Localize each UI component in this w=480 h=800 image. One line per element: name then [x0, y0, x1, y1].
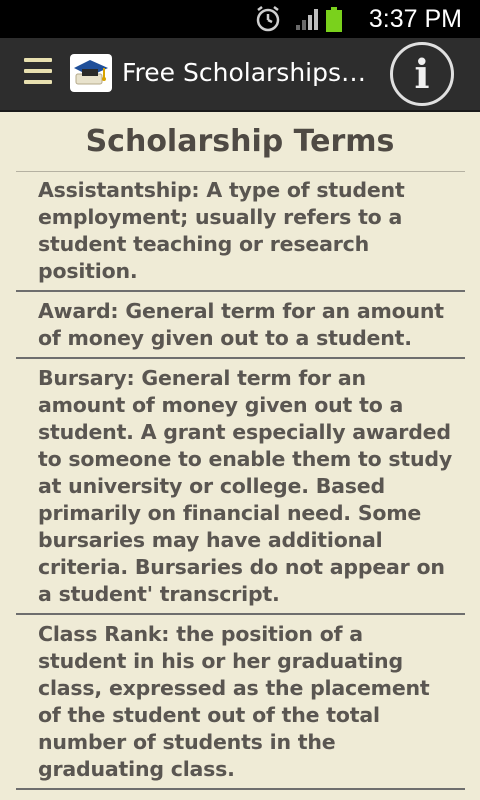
battery-icon: [326, 7, 342, 32]
signal-icon: [296, 8, 318, 30]
alarm-icon: [258, 7, 278, 30]
status-bar: [0, 0, 480, 38]
term-item-class-rank[interactable]: Class Rank: the position of a student in his or her graduating class, expressed as the placement of the student out of the total number of students in the graduating class.: [16, 615, 465, 790]
divider: [16, 171, 465, 172]
graduation-cap-icon[interactable]: [70, 54, 112, 92]
status-time: 3:37 PM: [368, 5, 462, 33]
status-icons-svg: [252, 4, 362, 34]
app-logo-svg: [70, 54, 112, 92]
info-button[interactable]: [390, 42, 454, 106]
page-title: Scholarship Terms: [85, 124, 395, 159]
app-title: Free Scholarships…: [122, 58, 367, 87]
hamburger-menu-icon[interactable]: [24, 58, 52, 88]
status-icons: [252, 4, 362, 34]
info-icon: i: [414, 50, 430, 98]
action-bar: [0, 38, 480, 112]
term-item-bursary[interactable]: Bursary: General term for an amount of money given out to a student. A grant especially awarded to someone to enable them to study at university or college. Based primarily on financial need. Some bursaries may have additional criteria. Bursaries do not appear on a student' transcript.: [16, 359, 465, 615]
terms-list: [16, 176, 465, 790]
term-item-assistantship[interactable]: Assistantship: A type of student employment; usually refers to a student teaching or research position.: [16, 176, 465, 292]
term-item-award[interactable]: Award: General term for an amount of money given out to a student.: [16, 292, 465, 359]
